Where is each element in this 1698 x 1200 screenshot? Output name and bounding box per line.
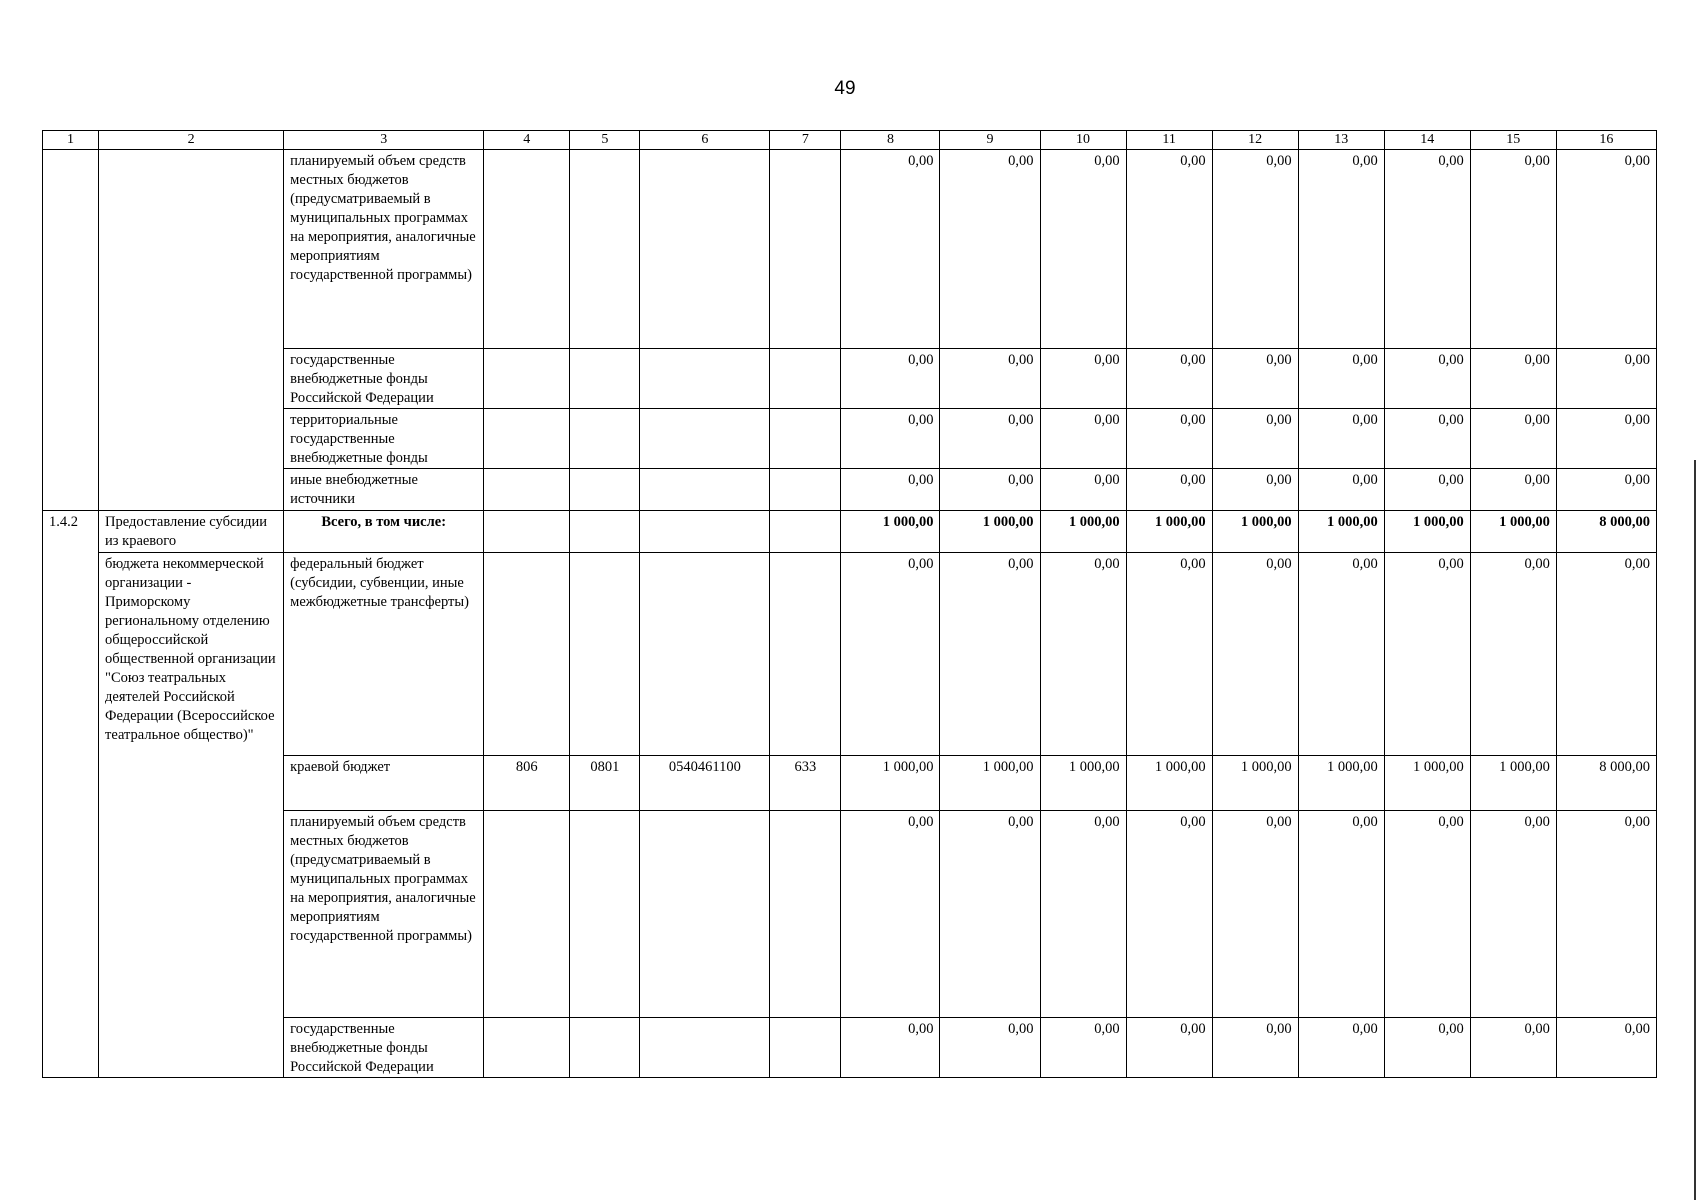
amount-cell: 0,00 — [1384, 150, 1470, 349]
code-cell — [770, 1018, 841, 1078]
amount-cell: 1 000,00 — [1470, 511, 1556, 553]
column-header: 2 — [99, 131, 284, 150]
amount-cell: 0,00 — [1384, 1018, 1470, 1078]
item-number: 1.4.2 — [43, 511, 99, 1078]
code-cell — [640, 1018, 770, 1078]
code-cell — [770, 150, 841, 349]
code-cell — [484, 349, 570, 409]
column-header: 13 — [1298, 131, 1384, 150]
amount-cell: 0,00 — [841, 349, 940, 409]
column-header: 9 — [940, 131, 1040, 150]
amount-cell: 0,00 — [1040, 409, 1126, 469]
amount-cell: 0,00 — [1556, 409, 1656, 469]
table-row — [43, 1018, 1657, 1078]
amount-cell: 0,00 — [1556, 1018, 1656, 1078]
amount-cell: 0,00 — [1212, 811, 1298, 1018]
amount-cell: 1 000,00 — [1126, 511, 1212, 553]
code-cell — [570, 811, 640, 1018]
code-cell — [484, 150, 570, 349]
code-cell — [640, 811, 770, 1018]
code-cell — [640, 469, 770, 511]
amount-cell: 0,00 — [1384, 553, 1470, 756]
code-cell — [770, 811, 841, 1018]
amount-cell: 1 000,00 — [1212, 511, 1298, 553]
code-cell — [640, 409, 770, 469]
item-name-part1: Предоставление субсидии из краевого — [99, 511, 284, 553]
code-cell — [570, 1018, 640, 1078]
table-row — [43, 811, 1657, 1018]
budget-table — [42, 130, 1657, 1078]
amount-cell: 1 000,00 — [1298, 756, 1384, 811]
header-row — [43, 131, 1657, 150]
amount-cell: 0,00 — [1470, 349, 1556, 409]
column-header: 6 — [640, 131, 770, 150]
amount-cell: 0,00 — [1470, 553, 1556, 756]
amount-cell: 0,00 — [1556, 469, 1656, 511]
funding-source-cell: планируемый объем средств местных бюджетов (предусматриваемый в муниципальных программах на мероприятия, аналогичные мероприятиям государственной программы) — [284, 150, 484, 349]
code-cell — [484, 511, 570, 553]
amount-cell: 1 000,00 — [1384, 511, 1470, 553]
table-row — [43, 349, 1657, 409]
amount-cell: 0,00 — [841, 150, 940, 349]
table-row — [43, 511, 1657, 553]
amount-cell: 0,00 — [1298, 409, 1384, 469]
funding-source-cell: государственные внебюджетные фонды Российской Федерации — [284, 349, 484, 409]
code-cell — [484, 469, 570, 511]
amount-cell: 1 000,00 — [1298, 511, 1384, 553]
code-cell — [770, 511, 841, 553]
code-cell — [770, 553, 841, 756]
code-cell — [770, 349, 841, 409]
code-cell — [640, 511, 770, 553]
scan-edge — [1694, 460, 1696, 1200]
amount-cell: 0,00 — [1298, 553, 1384, 756]
amount-cell: 0,00 — [940, 349, 1040, 409]
amount-cell: 1 000,00 — [841, 756, 940, 811]
amount-cell: 1 000,00 — [841, 511, 940, 553]
column-header: 11 — [1126, 131, 1212, 150]
table-row — [43, 756, 1657, 811]
amount-cell: 0,00 — [1126, 553, 1212, 756]
funding-source-cell: территориальные государственные внебюджетные фонды — [284, 409, 484, 469]
amount-cell: 0,00 — [1126, 811, 1212, 1018]
funding-source-cell: государственные внебюджетные фонды Российской Федерации — [284, 1018, 484, 1078]
code-cell: 0540461100 — [640, 756, 770, 811]
amount-cell: 0,00 — [1384, 811, 1470, 1018]
item-name-part2: бюджета некоммерческой организации - Приморскому региональному отделению общероссийской общественной организации "Союз театральных деятелей Российской Федерации (Всероссийское театральное общество)" — [99, 553, 284, 1078]
amount-cell: 0,00 — [1470, 1018, 1556, 1078]
amount-cell: 0,00 — [1212, 409, 1298, 469]
column-header: 8 — [841, 131, 940, 150]
amount-cell: 8 000,00 — [1556, 756, 1656, 811]
amount-cell: 0,00 — [1126, 1018, 1212, 1078]
amount-cell: 0,00 — [1298, 811, 1384, 1018]
amount-cell: 0,00 — [1212, 553, 1298, 756]
amount-cell: 1 000,00 — [1470, 756, 1556, 811]
column-header: 7 — [770, 131, 841, 150]
column-header: 10 — [1040, 131, 1126, 150]
funding-source-cell: федеральный бюджет (субсидии, субвенции, иные межбюджетные трансферты) — [284, 553, 484, 756]
code-cell — [570, 511, 640, 553]
amount-cell: 0,00 — [1040, 150, 1126, 349]
column-header: 4 — [484, 131, 570, 150]
page-number: 49 — [834, 78, 856, 99]
code-cell — [770, 469, 841, 511]
item-number-cell — [43, 150, 99, 511]
amount-cell: 0,00 — [1556, 553, 1656, 756]
amount-cell: 0,00 — [1470, 150, 1556, 349]
code-cell — [570, 553, 640, 756]
column-header: 3 — [284, 131, 484, 150]
code-cell — [484, 409, 570, 469]
amount-cell: 0,00 — [940, 811, 1040, 1018]
amount-cell: 0,00 — [1384, 469, 1470, 511]
amount-cell: 0,00 — [1126, 349, 1212, 409]
amount-cell: 1 000,00 — [1126, 756, 1212, 811]
table-row — [43, 150, 1657, 349]
amount-cell: 0,00 — [1040, 349, 1126, 409]
code-cell: 633 — [770, 756, 841, 811]
amount-cell: 0,00 — [1556, 150, 1656, 349]
amount-cell: 0,00 — [841, 1018, 940, 1078]
amount-cell: 1 000,00 — [1040, 756, 1126, 811]
amount-cell: 0,00 — [1384, 409, 1470, 469]
code-cell — [570, 150, 640, 349]
amount-cell: 0,00 — [841, 469, 940, 511]
amount-cell: 0,00 — [1040, 811, 1126, 1018]
table-row — [43, 469, 1657, 511]
code-cell — [484, 553, 570, 756]
amount-cell: 0,00 — [1384, 349, 1470, 409]
amount-cell: 0,00 — [1126, 469, 1212, 511]
amount-cell: 0,00 — [1212, 469, 1298, 511]
amount-cell: 0,00 — [1040, 553, 1126, 756]
column-header: 1 — [43, 131, 99, 150]
code-cell — [640, 553, 770, 756]
amount-cell: 1 000,00 — [1040, 511, 1126, 553]
amount-cell: 0,00 — [1126, 409, 1212, 469]
amount-cell: 0,00 — [1470, 811, 1556, 1018]
column-header: 15 — [1470, 131, 1556, 150]
code-cell — [770, 409, 841, 469]
amount-cell: 0,00 — [1298, 150, 1384, 349]
amount-cell: 0,00 — [940, 150, 1040, 349]
amount-cell: 0,00 — [1298, 1018, 1384, 1078]
amount-cell: 0,00 — [1470, 409, 1556, 469]
amount-cell: 0,00 — [940, 1018, 1040, 1078]
table-row — [43, 409, 1657, 469]
amount-cell: 0,00 — [1470, 469, 1556, 511]
amount-cell: 0,00 — [1298, 349, 1384, 409]
column-header: 16 — [1556, 131, 1656, 150]
amount-cell: 0,00 — [1212, 349, 1298, 409]
amount-cell: 0,00 — [1212, 150, 1298, 349]
code-cell — [484, 811, 570, 1018]
code-cell — [570, 409, 640, 469]
code-cell: 806 — [484, 756, 570, 811]
column-header: 12 — [1212, 131, 1298, 150]
table-row — [43, 553, 1657, 756]
amount-cell: 0,00 — [841, 409, 940, 469]
code-cell — [570, 469, 640, 511]
amount-cell: 0,00 — [940, 469, 1040, 511]
amount-cell: 1 000,00 — [940, 756, 1040, 811]
amount-cell: 0,00 — [940, 553, 1040, 756]
amount-cell: 1 000,00 — [940, 511, 1040, 553]
amount-cell: 0,00 — [1040, 1018, 1126, 1078]
amount-cell: 1 000,00 — [1384, 756, 1470, 811]
amount-cell: 0,00 — [841, 553, 940, 756]
column-header: 14 — [1384, 131, 1470, 150]
code-cell — [640, 150, 770, 349]
amount-cell: 0,00 — [1556, 349, 1656, 409]
amount-cell: 0,00 — [1126, 150, 1212, 349]
amount-cell: 0,00 — [940, 409, 1040, 469]
amount-cell: 0,00 — [1556, 811, 1656, 1018]
amount-cell: 0,00 — [1212, 1018, 1298, 1078]
amount-cell: 1 000,00 — [1212, 756, 1298, 811]
code-cell — [570, 349, 640, 409]
funding-source-cell: планируемый объем средств местных бюджетов (предусматриваемый в муниципальных программах на мероприятия, аналогичные мероприятиям государственной программы) — [284, 811, 484, 1018]
amount-cell: 0,00 — [1298, 469, 1384, 511]
total-label: Всего, в том числе: — [284, 511, 484, 553]
code-cell — [640, 349, 770, 409]
item-name-cell — [99, 150, 284, 511]
funding-source-cell: иные внебюджетные источники — [284, 469, 484, 511]
amount-cell: 8 000,00 — [1556, 511, 1656, 553]
amount-cell: 0,00 — [1040, 469, 1126, 511]
code-cell: 0801 — [570, 756, 640, 811]
column-header: 5 — [570, 131, 640, 150]
funding-source-cell: краевой бюджет — [284, 756, 484, 811]
amount-cell: 0,00 — [841, 811, 940, 1018]
code-cell — [484, 1018, 570, 1078]
